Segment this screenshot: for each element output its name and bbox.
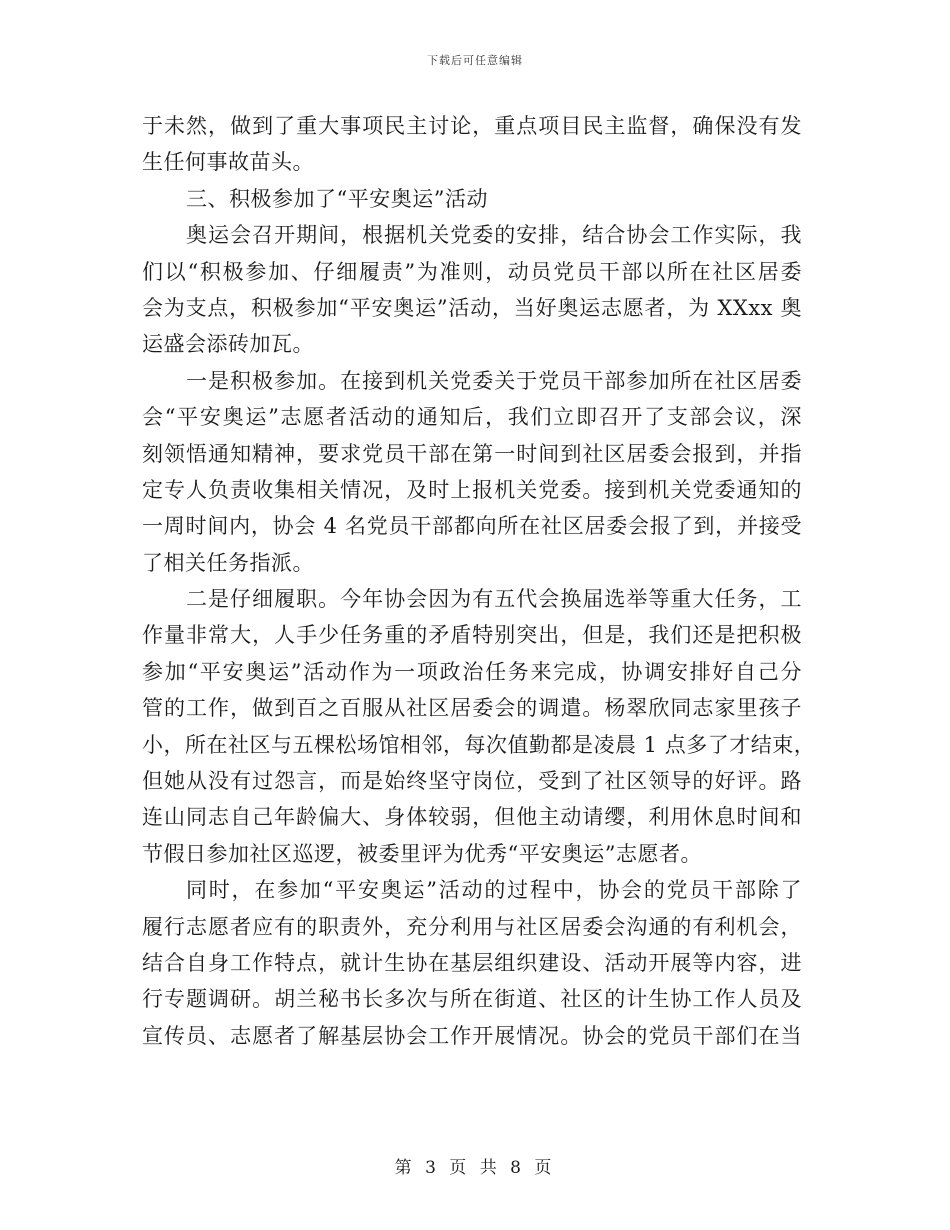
text-line: 行专题调研。胡兰秘书长多次与所在街道、社区的计生协工作人员及	[142, 987, 802, 1012]
text-line: 同时，在参加“平安奥运”活动的过程中，协会的党员干部除了	[186, 878, 802, 903]
text-line: 刻领悟通知精神，要求党员干部在第一时间到社区居委会报到，并指	[142, 441, 802, 466]
text-line: 生任何事故苗头。	[142, 150, 314, 175]
text-line: 宣传员、志愿者了解基层协会工作开展情况。协会的党员干部们在当	[142, 1023, 802, 1048]
text-line: 于未然，做到了重大事项民主讨论，重点项目民主监督，确保没有发	[142, 114, 802, 138]
text-line: 定专人负责收集相关情况，及时上报机关党委。接到机关党委通知的	[142, 477, 802, 502]
text-line: 节假日参加社区巡逻，被委里评为优秀“平安奥运”志愿者。	[142, 841, 702, 866]
text-line: 作量非常大，人手少任务重的矛盾特别突出，但是，我们还是把积极	[142, 623, 802, 648]
text-line: 会“平安奥运”志愿者活动的通知后，我们立即召开了支部会议，深	[142, 405, 802, 430]
page-number-footer: 第 3 页 共 8 页	[394, 1158, 556, 1178]
text-line: 一是积极参加。在接到机关党委关于党员干部参加所在社区居委	[186, 368, 802, 393]
text-line: 结合自身工作特点，就计生协在基层组织建设、活动开展等内容，进	[142, 950, 802, 975]
page-header-note: 下载后可任意编辑	[427, 54, 523, 67]
section-heading: 三、积极参加了“平安奥运”活动	[186, 186, 488, 211]
text-line: 会为支点，积极参加“平安奥运”活动，当好奥运志愿者，为 XXxx 奥	[142, 295, 802, 320]
text-line: 参加“平安奥运”活动作为一项政治任务来完成，协调安排好自己分	[142, 659, 802, 684]
text-line: 运盛会添砖加瓦。	[142, 332, 314, 357]
text-line: 小，所在社区与五棵松场馆相邻，每次值勤都是凌晨 1 点多了才结束，	[142, 732, 816, 757]
text-line: 奥运会召开期间，根据机关党委的安排，结合协会工作实际，我	[186, 223, 802, 248]
text-line: 二是仔细履职。今年协会因为有五代会换届选举等重大任务，工	[186, 587, 802, 612]
document-body	[142, 108, 816, 1054]
text-line: 但她从没有过怨言，而是始终坚守岗位，受到了社区领导的好评。路	[142, 769, 802, 794]
text-line: 一周时间内，协会 4 名党员干部都向所在社区居委会报了到，并接受	[142, 514, 802, 539]
text-line: 履行志愿者应有的职责外，充分利用与社区居委会沟通的有利机会，	[142, 914, 802, 939]
text-line: 连山同志自己年龄偏大、身体较弱，但他主动请缨，利用休息时间和	[142, 805, 802, 830]
text-line: 们以“积极参加、仔细履责”为准则，动员党员干部以所在社区居委	[142, 259, 802, 284]
text-line: 管的工作，做到百之百服从社区居委会的调遣。杨翠欣同志家里孩子	[142, 696, 802, 721]
text-line: 了相关任务指派。	[142, 550, 314, 575]
